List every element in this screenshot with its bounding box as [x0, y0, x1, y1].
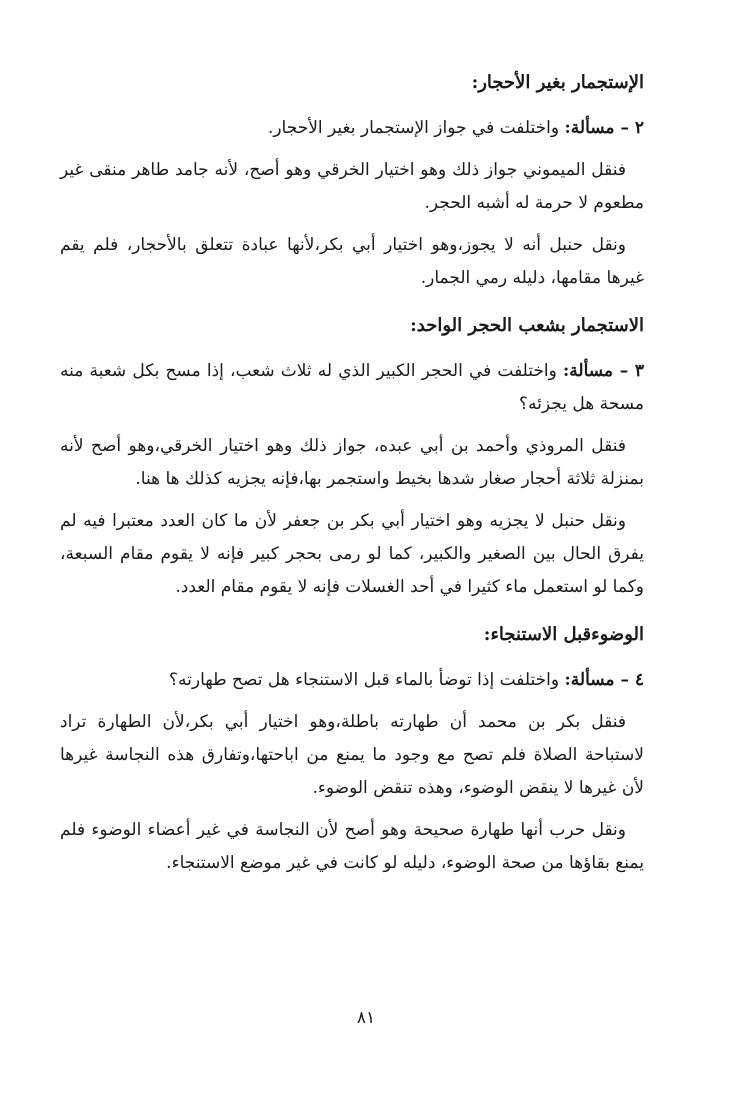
issue-number: ٣ – مسألة:	[563, 361, 644, 381]
issue-number: ٢ – مسألة:	[564, 118, 644, 138]
paragraph-text: واختلفت في الحجر الكبير الذي له ثلاث شعب، إذا مسح بكل شعبة منه مسحة هل يجزئه؟	[60, 361, 644, 414]
section-2	[60, 309, 644, 604]
paragraph	[60, 814, 644, 880]
section-heading: الوضوءقبل الاستنجاء:	[483, 624, 644, 645]
paragraph-text: واختلفت إذا توضأ بالماء قبل الاستنجاء هل تصح طهارته؟	[169, 670, 565, 690]
paragraph-text: ونقل حرب أنها طهارة صحيحة وهو أصح لأن النجاسة في غير أعضاء الوضوء فلم يمنع بقاؤها من صحة الوضوء، دليله لو كانت في غير موضع الاستنجاء.	[60, 820, 644, 873]
paragraph-text: فنقل المروذي وأحمد بن أبي عبده، جواز ذلك وهو اختيار الخرقي،وهو أصح لأنه بمنزلة ثلاثة أحجار صغار شدها بخيط واستجمر بها،فإنه يجزيه كذلك ها هنا.	[60, 436, 644, 489]
paragraph	[60, 664, 644, 697]
issue-number: ٤ – مسألة:	[564, 670, 644, 690]
paragraph	[60, 229, 644, 295]
paragraph-text: فنقل بكر بن محمد أن طهارته باطلة،وهو اختيار أبي بكر،لأن الطهارة تراد لاستباحة الصلاة فلم تصح مع وجود ما يمنع من اباحتها،وتفارق هذه النجاسة غيرها لأن غيرها لا ينقض الوضوء، وهذه تنقض الوضوء.	[60, 712, 644, 798]
paragraph-text: فنقل الميموني جواز ذلك وهو اختيار الخرقي وهو أصح، لأنه جامد طاهر منقى غير مطعوم لا حرمة له أشبه الحجر.	[60, 160, 644, 213]
paragraph	[60, 112, 644, 145]
paragraph	[60, 355, 644, 421]
section-1	[60, 66, 644, 295]
section-heading: الإستجمار بغير الأحجار:	[471, 72, 644, 93]
section-heading: الاستجمار بشعب الحجر الواحد:	[410, 315, 644, 336]
paragraph	[60, 430, 644, 496]
paragraph-text: ونقل حنبل أنه لا يجوز،وهو اختيار أبي بكر،لأنها عبادة تتعلق بالأحجار، فلم يقم غيرها مقامها، دليله رمي الجمار.	[60, 235, 644, 288]
paragraph-text: ونقل حنبل لا يجزيه وهو اختيار أبي بكر بن جعفر لأن ما كان العدد معتبرا فيه لم يفرق الحال بين الصغير والكبير، كما لو رمى بحجر كبير فإنه لا يقوم مقام السبعة، وكما لو استعمل ماء كثيرا في أحد الغسلات فإنه لا يقوم مقام العدد.	[60, 511, 644, 597]
paragraph	[60, 505, 644, 604]
paragraph	[60, 154, 644, 220]
paragraph-text: واختلفت في جواز الإستجمار بغير الأحجار.	[267, 118, 565, 138]
page-number: ٨١	[356, 1008, 376, 1028]
paragraph	[60, 706, 644, 805]
section-3	[60, 618, 644, 880]
page-body	[60, 66, 644, 894]
